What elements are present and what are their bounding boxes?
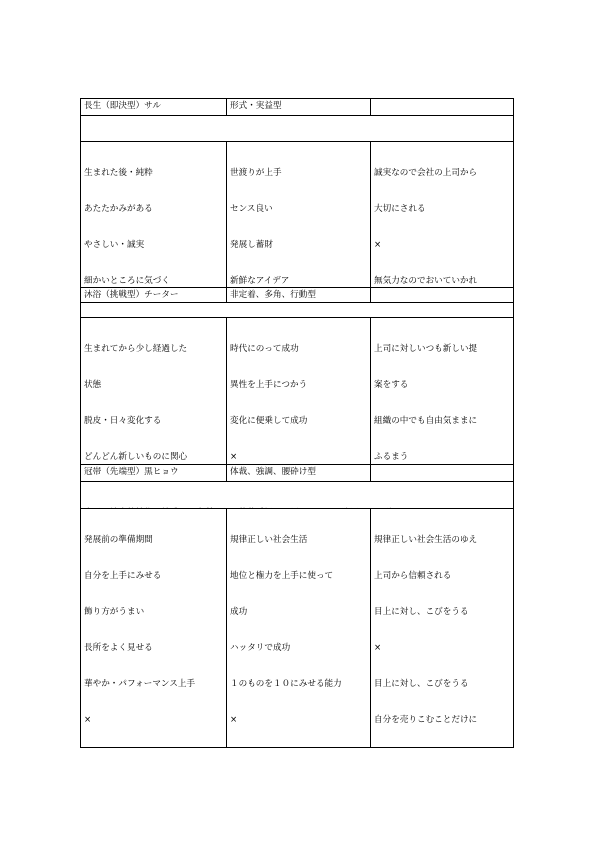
section-3-summary-row	[81, 481, 513, 508]
personality-table	[80, 98, 514, 748]
section-1-type: 形式・実益型	[227, 99, 371, 115]
section-3-header-row	[81, 464, 513, 481]
section-2-col1: 生まれてから少し経過した 状態 脱皮・日々変化する どんどん新しいものに関心	[81, 318, 227, 464]
section-3-summary	[81, 482, 513, 508]
section-2-col3: 上司に対しいつも新しい提 案をする 組織の中でも自由気ままに ふるまう	[374, 344, 478, 462]
section-2-summary	[81, 303, 513, 317]
section-1-col1: 生まれた後・純粋 あたたかみがある やさしい・誠実 細かいところに気づく	[81, 142, 227, 287]
section-1-header-empty	[371, 99, 513, 115]
section-2-header-row	[81, 287, 513, 302]
section-3-col3: 規律正しい社会生活のゆえ 上司から信頼される 目上に対し、こびをうる × 目上に対し、こびをうる 自分を売りこむことだけに	[374, 535, 478, 725]
section-1-col2: 世渡りが上手 センス良い 発展し蓄財 新鮮なアイデア	[227, 142, 371, 287]
section-3-header-empty	[371, 465, 513, 481]
section-2-summary-row	[81, 302, 513, 317]
section-3-name: 冠帯（先端型）黒ヒョウ	[81, 465, 227, 481]
section-2-type: 非定着、多角、行動型	[227, 288, 371, 302]
section-3-type: 体裁、強調、腰砕け型	[227, 465, 371, 481]
section-2-detail-row	[81, 317, 513, 464]
section-1-name: 長生（即決型）サル	[81, 99, 227, 115]
section-2-col2: 時代にのって成功 異性を上手につかう 変化に便乗して成功 ×	[227, 318, 371, 464]
section-2-name: 沐浴（挑戦型）チーター	[81, 288, 227, 302]
section-1-detail-row	[81, 141, 513, 287]
section-1-summary	[81, 116, 513, 141]
section-2-header-empty	[371, 288, 513, 302]
section-1-col3: 誠実なので会社の上司から 大切にされる × 無気力なのでおいていかれ	[374, 168, 478, 286]
section-3-detail-row	[81, 508, 513, 748]
section-1-header-row	[81, 99, 513, 115]
section-3-col1: 発展前の準備期間 自分を上手にみせる 飾り方がうまい 長所をよく見せる 華やか・パフォーマンス上手 ×	[81, 509, 227, 748]
section-3-col2: 規律正しい社会生活 地位と権力を上手に使って 成功 ハッタリで成功 １のものを１０にみせる能力 ×	[227, 509, 371, 748]
section-1-summary-row	[81, 115, 513, 141]
